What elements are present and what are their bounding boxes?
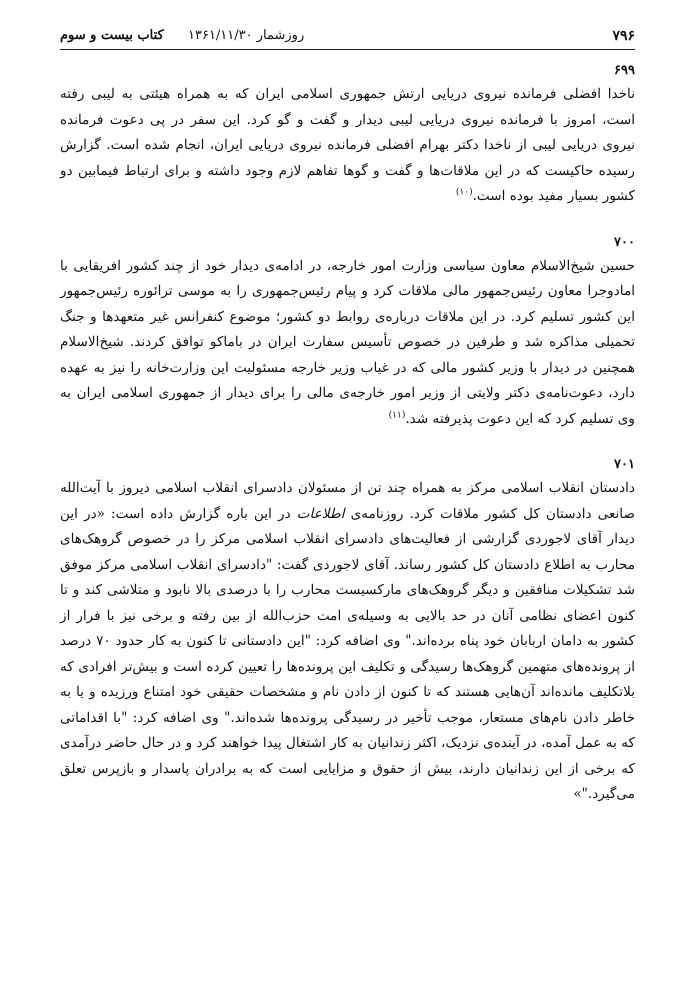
page-number: ۷۹۶ — [612, 28, 635, 44]
entry-body-rest: در این باره گزارش داده است: «در این دیدار آقای لاجوردی گزارشی از فعالیت‌های دادسرای انقلاب اسلامی مرکز را در خصوص گروهک‌های محارب به اطلاع دادستان کل کشور رساند. آقای لاجوردی گفت: "دادسرای انقلاب اسلامی مرکز موفق شد تشکیلات منافقین و دیگر گروهک‌های مارکسیست محارب را با درصدی بالا نابود و متلاشی کند و تا کنون اعضای نظامی آنان در حد بالایی به وسیله‌ی امت حزب‌الله از بین رفته و برخی نیز با فرار از کشور به دامان اربابان خود پناه برده‌اند." وی اضافه کرد: "این دادستانی تا کنون به کار حدود ۷۰ درصد از پرونده‌های متهمین گروهک‌ها رسیدگی و تکلیف این پرونده‌ها را تعیین کرده است و بیش‌تر افرادی که بلاتکلیف مانده‌اند آن‌هایی هستند که تا کنون از دادن نام و مشخصات حقیقی خود امتناع ورزیده و یا به خاطر دادن نام‌های مستعار، موجب تأخیر در رسیدگی پرونده‌ها شده‌اند." وی اضافه کرد: "با اقداماتی که به عمل آمده، در آینده‌ی نزدیک، اکثر زندانیان به کار اشتغال پیدا خواهند کرد و در حال حاضر درآمدی که برخی از این زندانیان دارند، بیش از حقوق و مزایایی است که به برادران پاسدار و بازپرس تعلق می‌گیرد."» — [60, 505, 635, 802]
running-header — [60, 26, 635, 48]
entry-paragraph — [60, 476, 635, 808]
entry-699 — [60, 60, 635, 210]
newspaper-name: اطلاعات — [296, 505, 345, 522]
entry-number: ۶۹۹ — [614, 63, 635, 78]
header-rule — [60, 49, 635, 50]
footnote-marker[interactable]: (۱۰) — [455, 187, 473, 198]
entry-701 — [60, 454, 635, 808]
entry-body: حسین شیخ‌الاسلام معاون سیاسی وزارت امور خارجه، در ادامه‌ی دیدار خود از چند کشور افریقایی با امادوجرا معاون رئیس‌جمهور مالی ملاقات کرد و پیام رئیس‌جمهوری را به موسی ترائوره رئیس‌جمهور این کشور تسلیم کرد. در این ملاقات درباره‌ی روابط دو کشور؛ موضوع کنفرانس غیر متعهدها و جنگ تحمیلی مذاکره شد و طرفین در خصوص تأسیس سفارت ایران در باماکو توافق کردند. شیخ‌الاسلام همچنین در دیدار با وزیر کشور مالی که در غیاب وزیر خارجه مسئولیت این وزارت‌خانه را نیز به عهده دارد، دعوت‌نامه‌ی دکتر ولایتی از وزیر امور خارجه‌ی مالی را برای دیدار از جمهوری اسلامی ایران به وی تسلیم کرد که این دعوت پذیرفته شد. — [60, 257, 635, 427]
entry-paragraph — [60, 254, 635, 433]
entry-700 — [60, 232, 635, 433]
book-title: کتاب بیست و سوم — [60, 28, 164, 43]
entry-paragraph — [60, 82, 635, 210]
entry-body-start: دادستان انقلاب اسلامی مرکز به همراه چند تن از مسئولان دادسرای انقلاب اسلامی دیروز با آیت‌الله صانعی دادستان کل کشور ملاقات کرد. روزنامه‌ی — [60, 480, 635, 522]
diary-date: روزشمار ۱۳۶۱/۱۱/۳۰ — [188, 28, 305, 43]
page — [60, 26, 635, 808]
footnote-marker[interactable]: (۱۱) — [388, 409, 406, 420]
entry-body: ناخدا افضلی فرمانده نیروی دریایی ارتش جمهوری اسلامی ایران که به همراه هیئتی به لیبی رفته است، امروز با فرمانده نیروی دریایی لیبی دیدار و گفت و گو کرد. این سفر در پی دعوت فرمانده نیروی دریایی لیبی از ناخدا دکتر بهرام افضلی فرمانده نیروی دریایی ایران، انجام شده است. گزارش رسیده حاکیست که در این ملاقات‌ها و گفت و گوها تفاهم لازم وجود داشته و برای ارتباط فیمابین دو کشور بسیار مفید بوده است. — [60, 86, 635, 204]
entry-number: ۷۰۱ — [614, 457, 635, 472]
entry-number: ۷۰۰ — [614, 234, 635, 250]
